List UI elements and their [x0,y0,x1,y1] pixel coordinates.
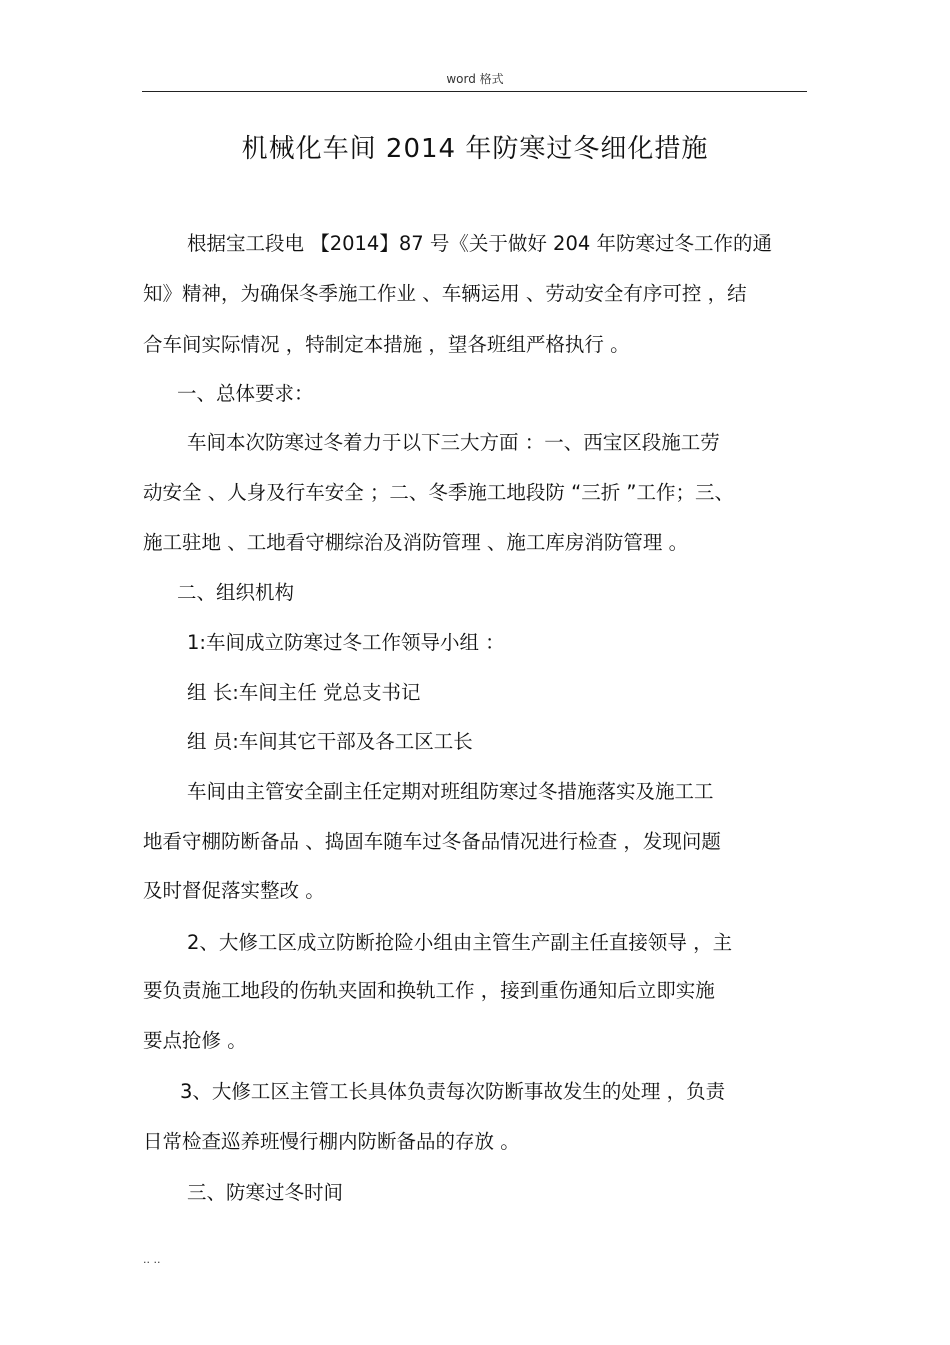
body-line: 3、大修工区主管工长具体负责每次防断事故发生的处理 ，负责 [180,1080,726,1103]
body-line: 知》精神，为确保冬季施工作业 、车辆运用 、劳动安全有序可控 ，结 [143,282,747,305]
body-line: 动安全 、人身及行车安全 ；二、冬季施工地段防 “三折 ”工作；三、 [143,481,734,504]
body-line: 要负责施工地段的伤轨夹固和换轨工作 ，接到重伤通知后立即实施 [143,979,715,1002]
body-line: 要点抢修 。 [143,1029,247,1052]
body-line: 及时督促落实整改 。 [143,879,325,902]
page-header-label: word 格式 [446,72,504,86]
body-line: 组 员:车间其它干部及各工区工长 [187,730,473,753]
body-line: 根据宝工段电 【2014】87 号《关于做好 204 年防寒过冬工作的通 [187,232,772,255]
section-heading: 二、组织机构 [177,581,295,604]
header-divider [142,91,807,92]
section-heading: 三、防寒过冬时间 [187,1181,344,1204]
body-line: 组 长:车间主任 党总支书记 [187,681,421,704]
footer-dots: .. .. [143,1253,161,1266]
document-title: 机械化车间 2014 年防寒过冬细化措施 [241,134,709,164]
body-line: 1:车间成立防寒过冬工作领导小组 ： [187,631,505,654]
body-line: 车间由主管安全副主任定期对班组防寒过冬措施落实及施工工 [187,780,714,803]
body-line: 车间本次防寒过冬着力于以下三大方面 ：一、西宝区段施工劳 [187,431,720,454]
body-line: 地看守棚防断备品 、捣固车随车过冬备品情况进行检查 ，发现问题 [143,830,721,853]
body-line: 日常检查巡养班慢行棚内防断备品的存放 。 [143,1130,520,1153]
section-heading: 一、总体要求： [177,382,314,405]
body-line: 合车间实际情况 ，特制定本措施 ，望各班组严格执行 。 [143,333,630,356]
body-line: 2、大修工区成立防断抢险小组由主管生产副主任直接领导 ，主 [187,931,733,954]
body-line: 施工驻地 、工地看守棚综治及消防管理 、施工库房消防管理 。 [143,531,689,554]
